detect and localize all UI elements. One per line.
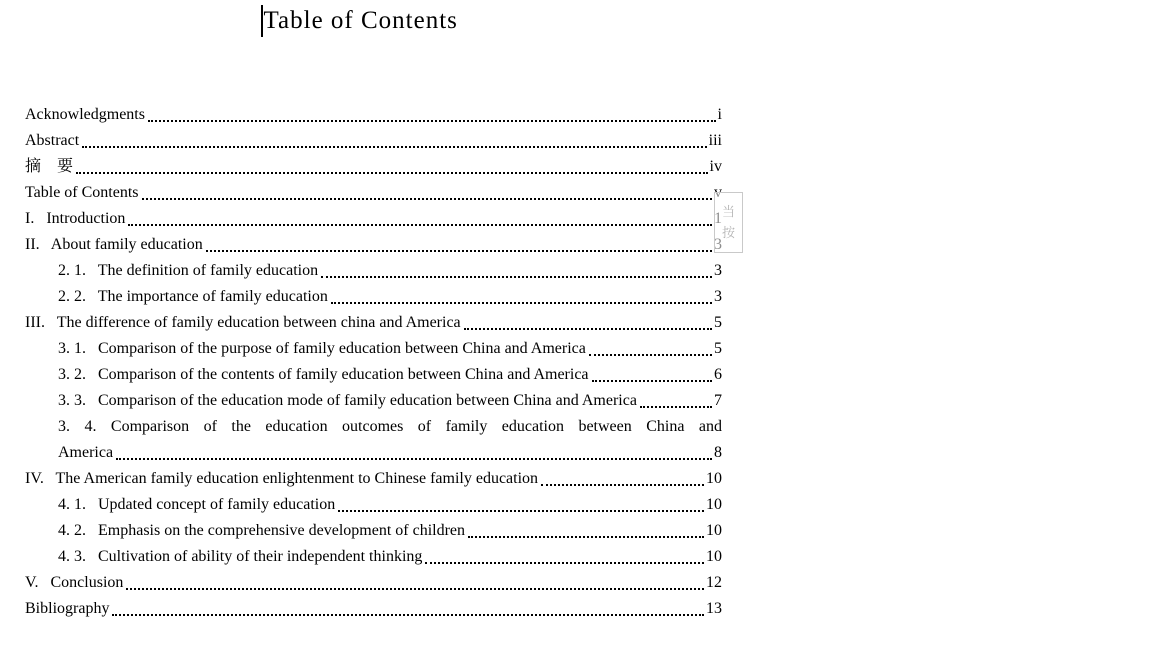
dot-leader — [112, 596, 704, 616]
dot-leader — [148, 102, 716, 122]
dot-leader — [142, 180, 712, 200]
toc-entry-page: iii — [708, 132, 722, 149]
toc-entry-label: Acknowledgments — [25, 106, 145, 123]
toc-entry[interactable] — [25, 310, 722, 336]
toc-entry[interactable] — [25, 102, 722, 128]
text-cursor-caret — [261, 5, 263, 37]
toc-entry-page: 3 — [714, 262, 722, 279]
toc-entry[interactable] — [25, 336, 722, 362]
toc-entry[interactable] — [25, 284, 722, 310]
dot-leader — [592, 362, 712, 382]
toc-entry-label: III. The difference of family education between china and America — [25, 314, 461, 331]
toc-entry[interactable] — [25, 258, 722, 284]
toc-entry-page: 13 — [706, 600, 722, 617]
toc-entry-page: 10 — [706, 496, 722, 513]
dot-leader — [640, 388, 712, 408]
toc-entry-label: 摘 要 — [25, 158, 74, 175]
dot-leader — [82, 128, 706, 148]
toc-entry-page: iv — [709, 158, 722, 175]
dot-leader — [126, 570, 704, 590]
toc-entry-label: 4. 2. Emphasis on the comprehensive development of children — [58, 522, 466, 539]
toc-entry-page: 10 — [706, 470, 722, 487]
toc-entry-page: 6 — [714, 366, 722, 383]
dot-leader — [468, 518, 704, 538]
toc-entry[interactable] — [25, 518, 722, 544]
toc-entry-label: 3. 3. Comparison of the education mode of family education between China and America — [58, 392, 637, 409]
toc-entry-page: 8 — [714, 444, 722, 461]
dot-leader — [589, 336, 712, 356]
toc-entry-label: 4. 3. Cultivation of ability of their independent thinking — [58, 548, 423, 565]
toc-entry-page: 3 — [714, 288, 722, 305]
toc-entry[interactable] — [25, 492, 722, 518]
dot-leader — [331, 284, 712, 304]
toc-entry-page: i — [717, 106, 722, 123]
toc-entry[interactable] — [25, 440, 722, 466]
dot-leader — [321, 258, 712, 278]
toc-entry-label: 3. 1. Comparison of the purpose of family education between China and America — [58, 340, 586, 357]
document-title-row — [261, 5, 458, 37]
toc-list — [25, 102, 722, 622]
overlay-char: 按 — [721, 225, 735, 241]
toc-entry[interactable] — [25, 206, 722, 232]
toc-entry[interactable] — [25, 180, 722, 206]
toc-entry[interactable] — [25, 128, 722, 154]
dot-leader — [464, 310, 712, 330]
toc-entry[interactable] — [25, 388, 722, 414]
toc-entry-label: IV. The American family education enlightenment to Chinese family education — [25, 470, 539, 487]
toc-entry-page: 10 — [706, 522, 722, 539]
toc-entry[interactable] — [25, 544, 722, 570]
toc-entry-label: 4. 1. Updated concept of family education — [58, 496, 336, 513]
toc-entry-page: 5 — [714, 314, 722, 331]
toc-entry-label: 2. 2. The importance of family education — [58, 288, 328, 305]
dot-leader — [425, 544, 704, 564]
toc-entry-page: 7 — [714, 392, 722, 409]
toc-entry[interactable] — [25, 466, 722, 492]
toc-entry-label: America — [58, 444, 114, 461]
toc-entry[interactable] — [25, 570, 722, 596]
overlay-char: 当 — [721, 204, 735, 220]
dot-leader — [541, 466, 704, 486]
toc-entry-page: 12 — [706, 574, 722, 591]
dot-leader — [76, 154, 708, 174]
toc-entry[interactable] — [25, 414, 722, 440]
toc-entry-label: 3. 2. Comparison of the contents of family education between China and America — [58, 366, 589, 383]
toc-entry[interactable] — [25, 596, 722, 622]
toc-entry[interactable] — [25, 154, 722, 180]
dot-leader — [206, 232, 712, 252]
floating-overlay-box[interactable] — [714, 192, 743, 253]
toc-entry-page: 10 — [706, 548, 722, 565]
toc-entry-label: Bibliography — [25, 600, 110, 617]
toc-entry[interactable] — [25, 232, 722, 258]
toc-entry-label: 3. 4. Comparison of the education outcomes of family education between China and — [58, 418, 722, 435]
toc-entry-page: 5 — [714, 340, 722, 357]
toc-entry-label: I. Introduction — [25, 210, 126, 227]
dot-leader — [116, 440, 712, 460]
toc-entry[interactable] — [25, 362, 722, 388]
toc-entry-label: II. About family education — [25, 236, 203, 253]
page-title: Table of Contents — [263, 7, 458, 34]
toc-entry-label: 2. 1. The definition of family education — [58, 262, 319, 279]
toc-entry-label: Table of Contents — [25, 184, 139, 201]
toc-entry-label: V. Conclusion — [25, 574, 124, 591]
dot-leader — [338, 492, 704, 512]
toc-entry-label: Abstract — [25, 132, 80, 149]
dot-leader — [128, 206, 712, 226]
